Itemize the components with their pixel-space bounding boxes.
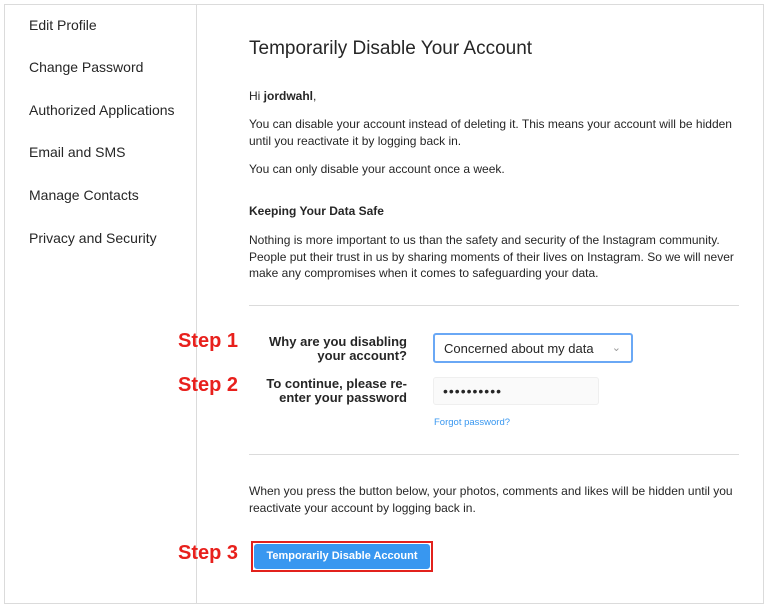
sidebar-item-email-and-sms[interactable]: Email and SMS — [29, 144, 126, 160]
greeting-suffix: , — [313, 89, 317, 103]
password-masked-value: •••••••••• — [443, 383, 503, 399]
intro-text: You can disable your account instead of deleting it. This means your account will be hidden until you reactivate it by logging back in. — [249, 117, 732, 148]
footer-note: When you press the button below, your photos, comments and likes will be hidden until you reactivate your account by logging back in. — [249, 484, 733, 515]
sidebar-item-change-password[interactable]: Change Password — [29, 59, 144, 75]
step-3-annotation: Step 3 — [178, 542, 239, 564]
sidebar-item-manage-contacts[interactable]: Manage Contacts — [29, 187, 139, 203]
divider — [249, 454, 739, 455]
disable-account-button[interactable]: Temporarily Disable Account — [254, 544, 430, 569]
forgot-password-link[interactable]: Forgot password? — [434, 417, 511, 428]
password-label-line1: To continue, please re- — [266, 376, 407, 391]
sidebar — [5, 5, 197, 603]
once-week-text: You can only disable your account once a week. — [249, 162, 505, 176]
sidebar-item-authorized-applications[interactable]: Authorized Applications — [29, 102, 175, 118]
sidebar-item-privacy-and-security[interactable]: Privacy and Security — [29, 230, 157, 246]
chevron-down-icon: ⌄ — [611, 342, 621, 354]
step-1-annotation: Step 1 — [178, 330, 239, 352]
password-label — [247, 377, 407, 405]
sidebar-item-edit-profile[interactable]: Edit Profile — [29, 17, 97, 33]
page-title: Temporarily Disable Your Account — [249, 38, 533, 59]
reason-selected-value: Concerned about my data — [444, 341, 594, 356]
settings-window — [4, 4, 764, 604]
step-2-annotation: Step 2 — [178, 374, 239, 396]
reason-label — [247, 335, 407, 363]
data-safe-body: Nothing is more important to us than the safety and security of the Instagram community. People put their trust in us by sharing moments of their lives on Instagram. So we will never make any compromises when it comes to safeguarding your data. — [249, 233, 734, 280]
username: jordwahl — [263, 89, 314, 103]
password-label-line2: enter your password — [279, 390, 407, 405]
password-input[interactable] — [433, 377, 599, 405]
greeting-prefix: Hi — [249, 89, 264, 103]
divider — [249, 305, 739, 306]
data-safe-heading: Keeping Your Data Safe — [249, 204, 384, 218]
reason-label-line1: Why are you disabling — [269, 334, 407, 349]
reason-select[interactable] — [433, 333, 633, 363]
reason-label-line2: your account? — [317, 348, 407, 363]
greeting — [249, 88, 749, 105]
